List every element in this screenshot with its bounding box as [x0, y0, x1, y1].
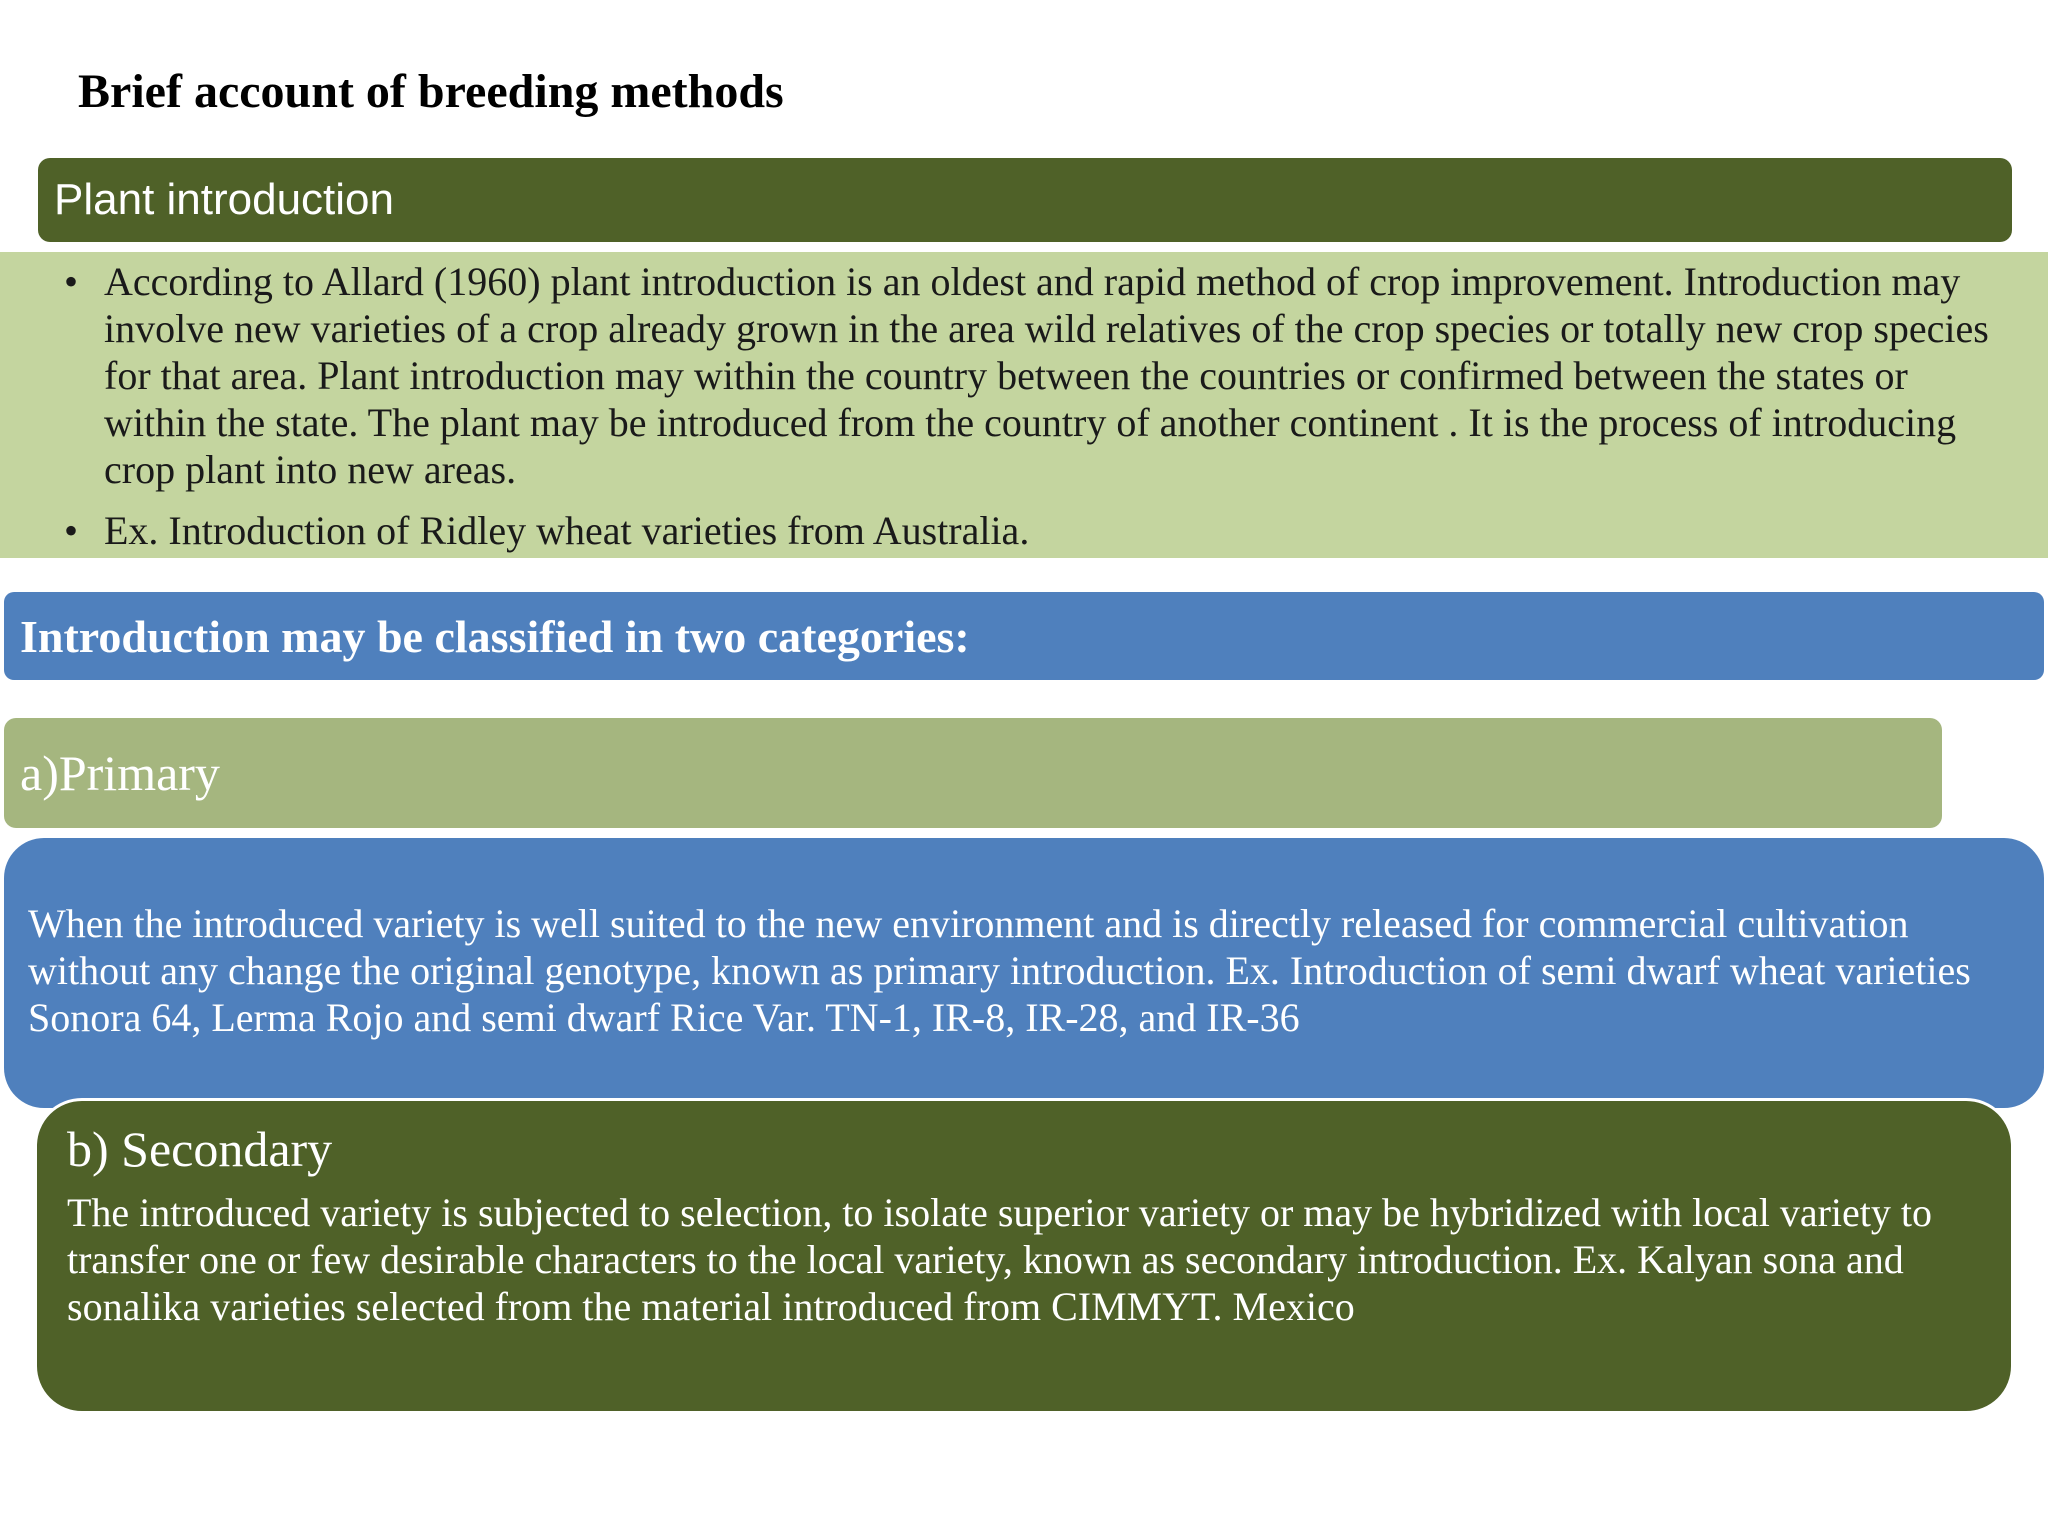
plant-introduction-bullets: [0, 252, 2048, 558]
plant-introduction-header: Plant introduction: [38, 158, 2012, 242]
secondary-title: b) Secondary: [67, 1121, 333, 1177]
bullet-item: [60, 258, 2008, 493]
slide-title: Brief account of breeding methods: [78, 65, 784, 118]
primary-description: When the introduced variety is well suited to the new environment and is directly released for commercial cultivation without any change the original genotype, known as primary introduction. Ex. Introduction of semi dwarf wheat varieties Sonora 64, Lerma Rojo and semi dwarf Rice Var. TN-1, IR-8, IR-28, and IR-36: [4, 838, 2044, 1108]
bullet-icon: •: [64, 508, 79, 553]
bullet-text: According to Allard (1960) plant introduction is an oldest and rapid method of crop improvement. Introduction may involve new varieties of a crop already grown in the area wild relatives of the crop species or totally new crop species for that area. Plant introduction may within the country between the countries or confirmed between the states or within the state. The plant may be introduced from the country of another continent . It is the process of introducing crop plant into new areas.: [104, 259, 1989, 492]
primary-header: a)Primary: [4, 718, 1942, 828]
bullet-text: Ex. Introduction of Ridley wheat varieties from Australia.: [104, 508, 1030, 553]
secondary-description: The introduced variety is subjected to selection, to isolate superior variety or may be hybridized with local variety to transfer one or few desirable characters to the local variety, known as secondary introduction. Ex. Kalyan sona and sonalika varieties selected from the material introduced from CIMMYT. Mexico: [67, 1190, 1932, 1329]
categories-header: Introduction may be classified in two categories:: [4, 592, 2044, 680]
bullet-icon: •: [64, 259, 79, 304]
secondary-box: [34, 1098, 2014, 1414]
bullet-item: [60, 507, 2008, 554]
bullet-list: [60, 258, 2008, 554]
